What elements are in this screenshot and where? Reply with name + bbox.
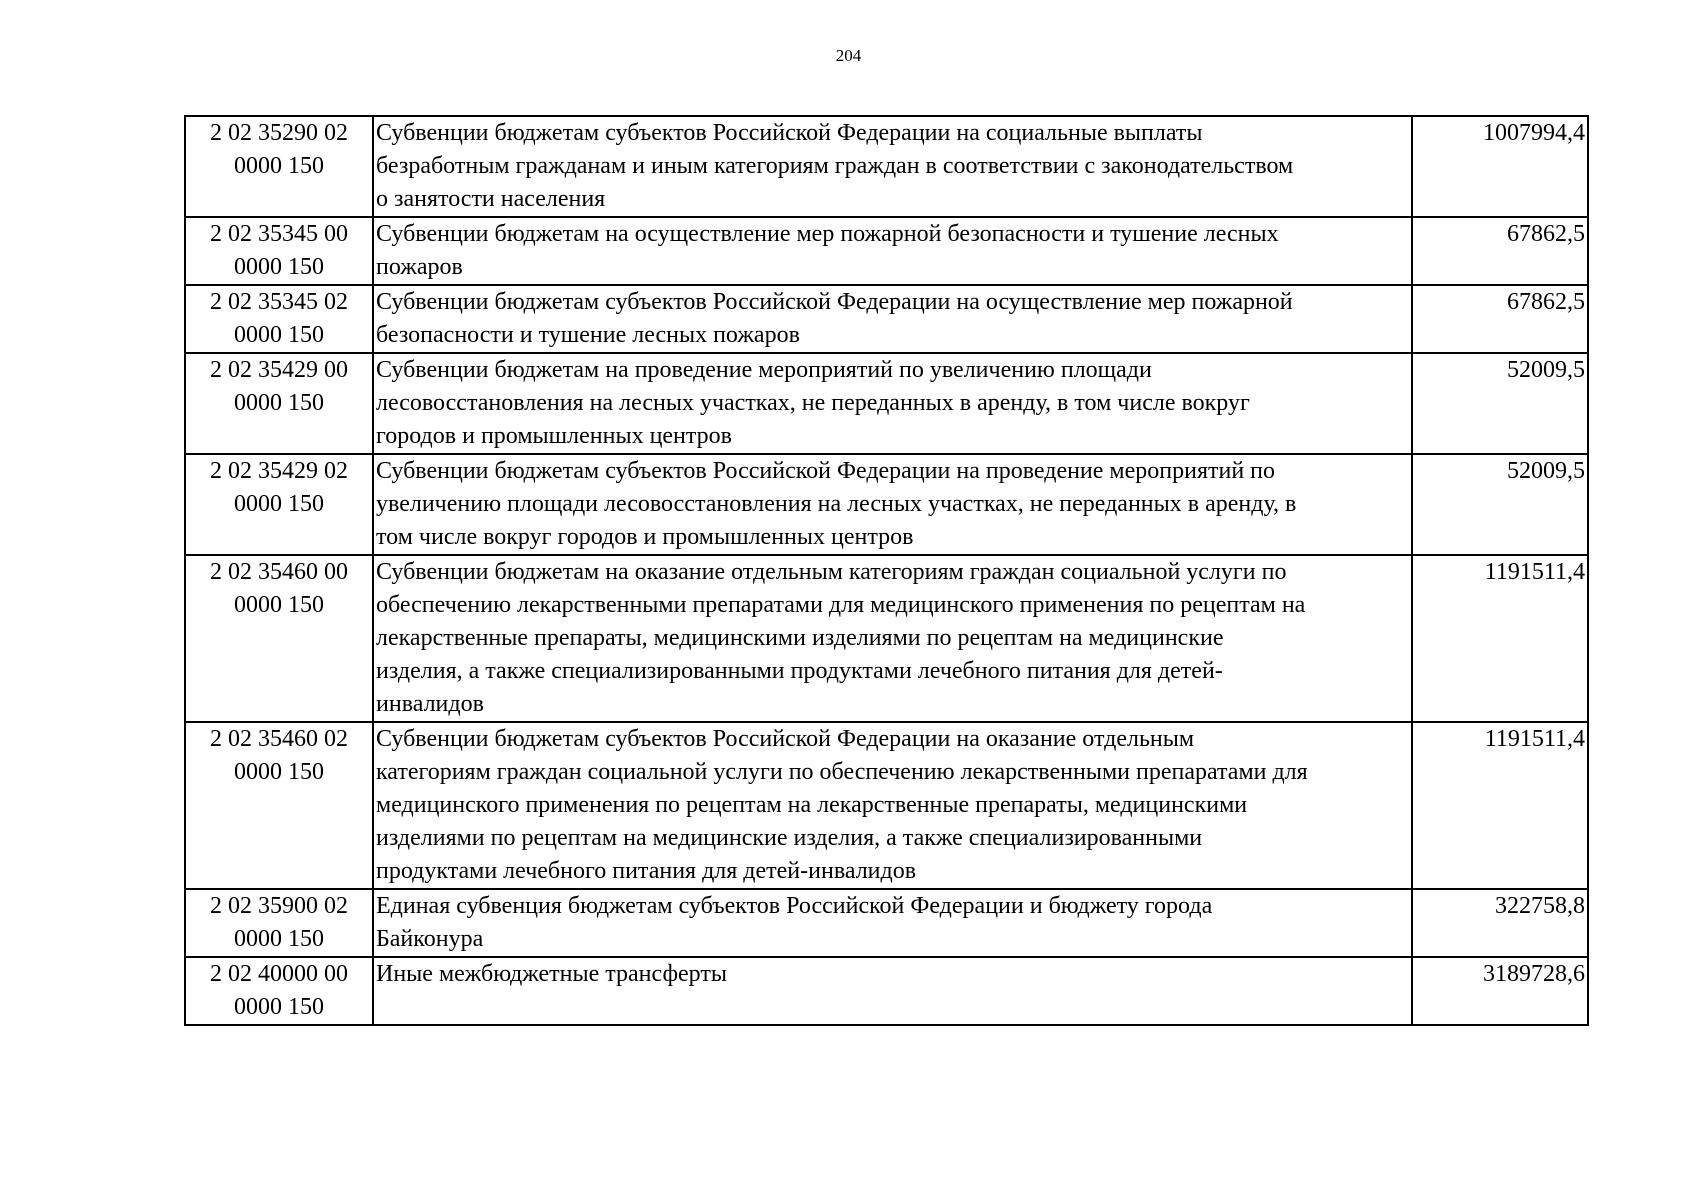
budget-description-cell (373, 555, 1412, 722)
budget-description-line: пожаров (376, 254, 463, 280)
budget-table (184, 115, 1589, 1026)
page-number: 204 (835, 46, 862, 65)
budget-description-line: категориям граждан социальной услуги по обеспечению лекарственными препаратами для (376, 759, 1308, 785)
budget-code-line: 2 02 35345 02 (210, 289, 348, 315)
budget-description-cell (373, 116, 1412, 217)
budget-code-line: 2 02 35345 00 (210, 221, 348, 247)
budget-description-line: Субвенции бюджетам субъектов Российской Федерации на оказание отдельным (376, 726, 1195, 752)
budget-description-line: лесовосстановления на лесных участках, не переданных в аренду, в том числе вокруг (376, 390, 1250, 416)
budget-amount-cell: 1191511,4 (1412, 722, 1588, 889)
table-row (185, 555, 1588, 722)
budget-code-line: 2 02 35460 00 (210, 559, 348, 585)
budget-code-line: 0000 150 (234, 491, 324, 517)
budget-amount-cell: 67862,5 (1412, 285, 1588, 353)
table-row (185, 722, 1588, 889)
budget-code-cell (185, 555, 373, 722)
budget-description-line: Субвенции бюджетам на проведение мероприятий по увеличению площади (376, 357, 1152, 383)
table-row (185, 285, 1588, 353)
budget-description-line: о занятости населения (376, 186, 606, 212)
table-row (185, 889, 1588, 957)
budget-code-line: 0000 150 (234, 390, 324, 416)
budget-description-line: лекарственные препараты, медицинскими изделиями по рецептам на медицинские (376, 625, 1224, 651)
budget-description-line: городов и промышленных центров (376, 423, 733, 449)
budget-description-cell (373, 285, 1412, 353)
budget-code-cell (185, 722, 373, 889)
budget-code-cell (185, 454, 373, 555)
budget-table-body (185, 116, 1588, 1025)
budget-code-line: 2 02 35429 02 (210, 458, 348, 484)
budget-description-cell (373, 957, 1412, 1025)
budget-code-line: 2 02 35290 02 (210, 120, 348, 146)
table-row (185, 957, 1588, 1025)
budget-description-line: Иные межбюджетные трансферты (376, 961, 727, 987)
budget-code-line: 2 02 35900 02 (210, 893, 348, 919)
budget-description-cell (373, 353, 1412, 454)
budget-code-cell (185, 217, 373, 285)
table-row (185, 217, 1588, 285)
budget-amount-cell: 1191511,4 (1412, 555, 1588, 722)
budget-description-line: медицинского применения по рецептам на лекарственные препараты, медицинскими (376, 792, 1248, 818)
budget-description-line: безработным гражданам и иным категориям граждан в соответствии с законодательством (376, 153, 1294, 179)
budget-description-line: обеспечению лекарственными препаратами для медицинского применения по рецептам на (376, 592, 1306, 618)
budget-code-line: 0000 150 (234, 322, 324, 348)
budget-amount-cell: 67862,5 (1412, 217, 1588, 285)
table-row (185, 116, 1588, 217)
budget-code-line: 2 02 40000 00 (210, 961, 348, 987)
budget-description-line: инвалидов (376, 691, 484, 717)
budget-description-cell (373, 889, 1412, 957)
budget-description-cell (373, 217, 1412, 285)
budget-code-line: 2 02 35460 02 (210, 726, 348, 752)
budget-description-line: увеличению площади лесовосстановления на лесных участках, не переданных в аренду, в (376, 491, 1297, 517)
budget-description-line: изделиями по рецептам на медицинские изделия, а также специализированными (376, 825, 1203, 851)
budget-code-cell (185, 957, 373, 1025)
budget-code-line: 0000 150 (234, 592, 324, 618)
budget-description-cell (373, 722, 1412, 889)
budget-code-line: 0000 150 (234, 759, 324, 785)
budget-description-line: безопасности и тушение лесных пожаров (376, 322, 800, 348)
budget-description-line: Субвенции бюджетам субъектов Российской Федерации на осуществление мер пожарной (376, 289, 1293, 315)
budget-code-cell (185, 889, 373, 957)
budget-code-line: 2 02 35429 00 (210, 357, 348, 383)
budget-code-line: 0000 150 (234, 254, 324, 280)
budget-description-line: Субвенции бюджетам субъектов Российской Федерации на социальные выплаты (376, 120, 1203, 146)
budget-code-cell (185, 285, 373, 353)
budget-amount-cell: 52009,5 (1412, 353, 1588, 454)
budget-amount-cell: 3189728,6 (1412, 957, 1588, 1025)
budget-description-line: Субвенции бюджетам на оказание отдельным категориям граждан социальной услуги по (376, 559, 1287, 585)
budget-description-line: изделия, а также специализированными продуктами лечебного питания для детей- (376, 658, 1223, 684)
budget-code-line: 0000 150 (234, 926, 324, 952)
budget-description-cell (373, 454, 1412, 555)
budget-code-line: 0000 150 (234, 153, 324, 179)
budget-description-line: том числе вокруг городов и промышленных центров (376, 524, 914, 550)
budget-amount-cell: 322758,8 (1412, 889, 1588, 957)
budget-amount-cell: 1007994,4 (1412, 116, 1588, 217)
budget-code-cell (185, 116, 373, 217)
table-row (185, 353, 1588, 454)
budget-code-line: 0000 150 (234, 994, 324, 1020)
budget-description-line: Субвенции бюджетам на осуществление мер пожарной безопасности и тушение лесных (376, 221, 1279, 247)
budget-description-line: Субвенции бюджетам субъектов Российской Федерации на проведение мероприятий по (376, 458, 1276, 484)
budget-description-line: Байконура (376, 926, 484, 952)
budget-description-line: Единая субвенция бюджетам субъектов Российской Федерации и бюджету города (376, 893, 1213, 919)
table-row (185, 454, 1588, 555)
budget-amount-cell: 52009,5 (1412, 454, 1588, 555)
budget-code-cell (185, 353, 373, 454)
budget-description-line: продуктами лечебного питания для детей-инвалидов (376, 858, 917, 884)
